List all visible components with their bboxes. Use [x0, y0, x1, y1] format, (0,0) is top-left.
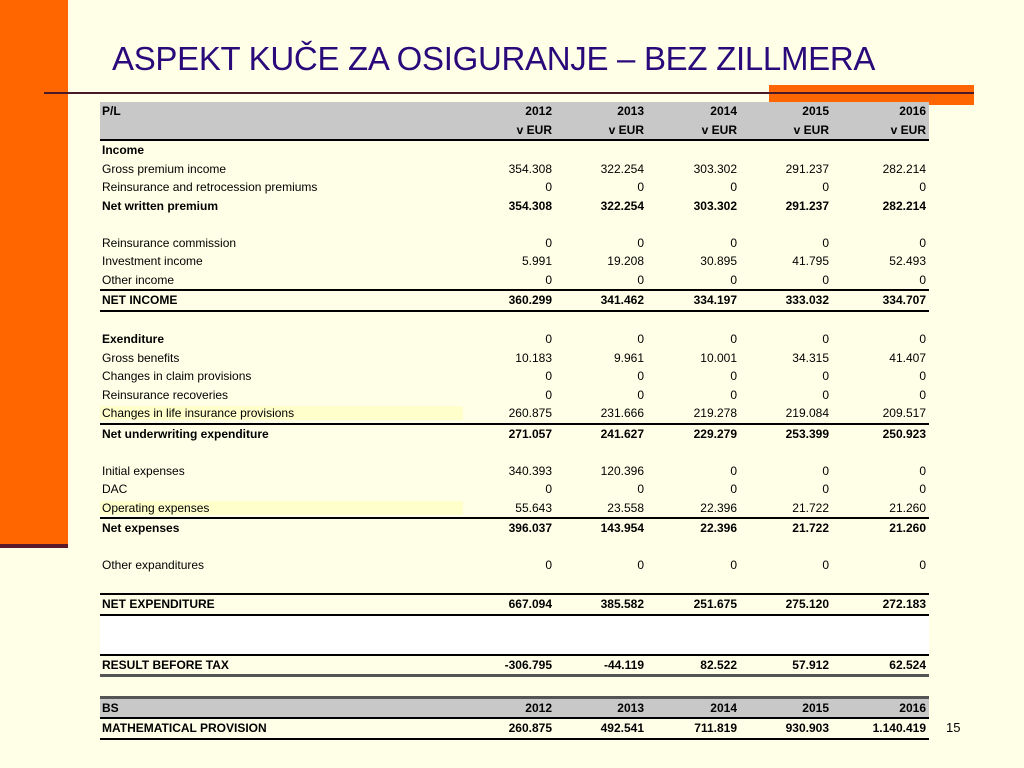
- title-rule: [44, 92, 974, 94]
- spacer-row: [100, 677, 929, 696]
- value-cell: 272.183: [882, 597, 926, 612]
- value-cell: 0: [545, 558, 552, 573]
- pl-units-row: [100, 121, 929, 142]
- value-cell: 0: [919, 235, 926, 250]
- row-label: Net written premium: [102, 198, 219, 213]
- value-cell: 0: [637, 332, 644, 347]
- value-cell: 0: [919, 369, 926, 384]
- net-expenditure-row: [100, 593, 929, 614]
- spacer-row: [100, 538, 929, 557]
- value-cell: 22.396: [700, 521, 737, 536]
- value-cell: 10.183: [515, 350, 552, 365]
- row-label: Investment income: [102, 254, 203, 269]
- value-cell: 0: [637, 387, 644, 402]
- table-row: [100, 252, 929, 271]
- row-label: RESULT BEFORE TAX: [102, 657, 229, 672]
- value-cell: 322.254: [600, 161, 644, 176]
- row-label: Net underwriting expenditure: [102, 426, 269, 441]
- value-cell: 250.923: [882, 426, 926, 441]
- row-label: Initial expenses: [102, 463, 185, 478]
- left-accent-bar: [0, 0, 68, 544]
- value-cell: 0: [822, 482, 829, 497]
- value-cell: 0: [637, 235, 644, 250]
- value-cell: 231.666: [600, 406, 644, 421]
- value-cell: 143.954: [600, 521, 644, 536]
- value-cell: 0: [822, 369, 829, 384]
- value-cell: 82.522: [700, 657, 737, 672]
- value-cell: 251.675: [693, 597, 737, 612]
- value-cell: -44.119: [603, 657, 644, 672]
- value-cell: 0: [919, 482, 926, 497]
- value-cell: 219.084: [785, 406, 829, 421]
- row-label: Net expenses: [102, 521, 180, 536]
- value-cell: 0: [637, 272, 644, 287]
- net-expenses-row: [100, 519, 929, 538]
- value-cell: 711.819: [694, 721, 737, 736]
- result-before-tax-row: [100, 656, 929, 678]
- value-cell: 30.895: [700, 254, 737, 269]
- value-cell: 209.517: [882, 406, 926, 421]
- row-label: Other income: [102, 272, 175, 287]
- value-cell: 41.795: [792, 254, 829, 269]
- row-label: DAC: [102, 482, 128, 497]
- value-cell: 0: [730, 235, 737, 250]
- unit-cell: v EUR: [608, 122, 644, 137]
- value-cell: 241.627: [600, 426, 644, 441]
- value-cell: 334.197: [693, 293, 737, 308]
- net-underwriting-row: [100, 425, 929, 444]
- value-cell: 334.707: [882, 293, 926, 308]
- value-cell: 0: [730, 387, 737, 402]
- value-cell: 930.903: [785, 721, 829, 736]
- value-cell: 0: [637, 558, 644, 573]
- value-cell: 0: [730, 558, 737, 573]
- value-cell: 291.237: [785, 161, 829, 176]
- year-cell: 2015: [802, 104, 829, 119]
- value-cell: 260.875: [508, 721, 552, 736]
- spacer-row: [100, 443, 929, 462]
- unit-cell: v EUR: [701, 122, 737, 137]
- value-cell: 0: [637, 180, 644, 195]
- value-cell: 9.961: [613, 350, 644, 365]
- value-cell: 0: [730, 180, 737, 195]
- year-cell: 2013: [617, 700, 644, 715]
- value-cell: 282.214: [882, 198, 926, 213]
- value-cell: 0: [919, 332, 926, 347]
- value-cell: 0: [545, 369, 552, 384]
- value-cell: -306.795: [504, 657, 552, 672]
- value-cell: 667.094: [508, 597, 552, 612]
- value-cell: 23.558: [607, 500, 644, 515]
- year-cell: 2013: [617, 104, 644, 119]
- value-cell: 62.524: [889, 657, 926, 672]
- value-cell: 291.237: [785, 198, 829, 213]
- value-cell: 0: [919, 272, 926, 287]
- value-cell: 0: [730, 463, 737, 478]
- table-row: [100, 386, 929, 405]
- value-cell: 341.462: [600, 293, 644, 308]
- value-cell: 0: [822, 332, 829, 347]
- value-cell: 0: [545, 332, 552, 347]
- value-cell: 0: [730, 369, 737, 384]
- table-row: [100, 499, 929, 520]
- value-cell: 340.393: [508, 463, 552, 478]
- value-cell: 0: [919, 558, 926, 573]
- mathematical-provision-row: [100, 719, 929, 740]
- value-cell: 0: [919, 387, 926, 402]
- value-cell: 55.643: [515, 500, 552, 515]
- net-income-row: [100, 291, 929, 312]
- table-row: [100, 462, 929, 481]
- spacer-row: [100, 312, 929, 331]
- value-cell: 0: [545, 482, 552, 497]
- value-cell: 322.254: [600, 198, 644, 213]
- spacer-row: [100, 215, 929, 234]
- pl-header-row: [100, 102, 929, 121]
- value-cell: 22.396: [700, 500, 737, 515]
- spacer-row: [100, 575, 929, 594]
- row-label: Exenditure: [102, 332, 165, 347]
- value-cell: 271.057: [508, 426, 552, 441]
- value-cell: 41.407: [889, 350, 926, 365]
- income-section-row: [100, 141, 929, 160]
- left-accent-rule: [0, 544, 68, 548]
- value-cell: 0: [545, 180, 552, 195]
- value-cell: 492.541: [600, 721, 644, 736]
- row-label: Income: [102, 143, 145, 158]
- value-cell: 303.302: [693, 198, 737, 213]
- year-cell: 2015: [802, 700, 829, 715]
- value-cell: 282.214: [882, 161, 926, 176]
- value-cell: 57.912: [792, 657, 829, 672]
- pl-table: [100, 102, 929, 740]
- row-label: Changes in life insurance provisions: [100, 406, 463, 420]
- pl-header-label: P/L: [102, 104, 121, 119]
- slide-title: ASPEKT KUČE ZA OSIGURANJE – BEZ ZILLMERA: [112, 40, 876, 77]
- value-cell: 10.001: [700, 350, 737, 365]
- page-number: 15: [946, 720, 961, 735]
- row-label: Gross premium income: [102, 161, 227, 176]
- value-cell: 0: [730, 332, 737, 347]
- row-label: Other expanditures: [102, 558, 205, 573]
- value-cell: 0: [545, 235, 552, 250]
- row-label: Gross benefits: [102, 350, 180, 365]
- empty-band: [100, 614, 929, 656]
- row-label: Operating expenses: [100, 501, 463, 515]
- value-cell: 0: [637, 482, 644, 497]
- value-cell: 0: [822, 235, 829, 250]
- value-cell: 52.493: [889, 254, 926, 269]
- year-cell: 2014: [710, 104, 737, 119]
- value-cell: 21.722: [792, 500, 829, 515]
- row-label: Reinsurance commission: [102, 235, 237, 250]
- value-cell: 303.302: [693, 161, 737, 176]
- unit-cell: v EUR: [516, 122, 552, 137]
- bs-header-label: BS: [102, 700, 119, 715]
- table-row: [100, 367, 929, 386]
- value-cell: 275.120: [785, 597, 829, 612]
- value-cell: 0: [822, 180, 829, 195]
- row-label: NET INCOME: [102, 293, 178, 308]
- table-row: [100, 234, 929, 253]
- value-cell: 260.875: [508, 406, 552, 421]
- value-cell: 219.278: [693, 406, 737, 421]
- value-cell: 120.396: [600, 463, 644, 478]
- table-row: [100, 480, 929, 499]
- value-cell: 253.399: [785, 426, 829, 441]
- table-row: [100, 404, 929, 425]
- unit-cell: v EUR: [793, 122, 829, 137]
- row-label: Reinsurance recoveries: [102, 387, 229, 402]
- value-cell: 19.208: [607, 254, 644, 269]
- value-cell: 0: [822, 272, 829, 287]
- table-row: [100, 349, 929, 368]
- value-cell: 0: [822, 387, 829, 402]
- value-cell: 0: [637, 369, 644, 384]
- year-cell: 2012: [525, 104, 552, 119]
- table-row: [100, 178, 929, 197]
- value-cell: 5.991: [521, 254, 552, 269]
- value-cell: 396.037: [508, 521, 552, 536]
- value-cell: 360.299: [508, 293, 552, 308]
- row-label: NET EXPENDITURE: [102, 597, 215, 612]
- value-cell: 0: [822, 558, 829, 573]
- table-row: [100, 197, 929, 216]
- value-cell: 0: [545, 387, 552, 402]
- table-row: [100, 160, 929, 179]
- year-cell: 2016: [899, 104, 926, 119]
- value-cell: 333.032: [785, 293, 829, 308]
- row-label: Reinsurance and retrocession premiums: [102, 180, 318, 195]
- value-cell: 0: [919, 180, 926, 195]
- value-cell: 229.279: [693, 426, 737, 441]
- unit-cell: v EUR: [890, 122, 926, 137]
- table-row: [100, 271, 929, 292]
- value-cell: 0: [545, 272, 552, 287]
- value-cell: 385.582: [600, 597, 644, 612]
- row-label: MATHEMATICAL PROVISION: [102, 721, 267, 736]
- value-cell: 21.260: [889, 521, 926, 536]
- value-cell: 0: [730, 482, 737, 497]
- value-cell: 21.722: [792, 521, 829, 536]
- table-row: [100, 556, 929, 575]
- value-cell: 0: [919, 463, 926, 478]
- value-cell: 0: [730, 272, 737, 287]
- year-cell: 2014: [710, 700, 737, 715]
- table-row: [100, 330, 929, 349]
- value-cell: 354.308: [508, 161, 552, 176]
- row-label: Changes in claim provisions: [102, 369, 252, 384]
- year-cell: 2016: [899, 700, 926, 715]
- value-cell: 34.315: [792, 350, 829, 365]
- value-cell: 21.260: [889, 500, 926, 515]
- year-cell: 2012: [525, 700, 552, 715]
- value-cell: 0: [822, 463, 829, 478]
- value-cell: 1.140.419: [872, 721, 926, 736]
- value-cell: 354.308: [508, 198, 552, 213]
- bs-header-row: [100, 696, 929, 720]
